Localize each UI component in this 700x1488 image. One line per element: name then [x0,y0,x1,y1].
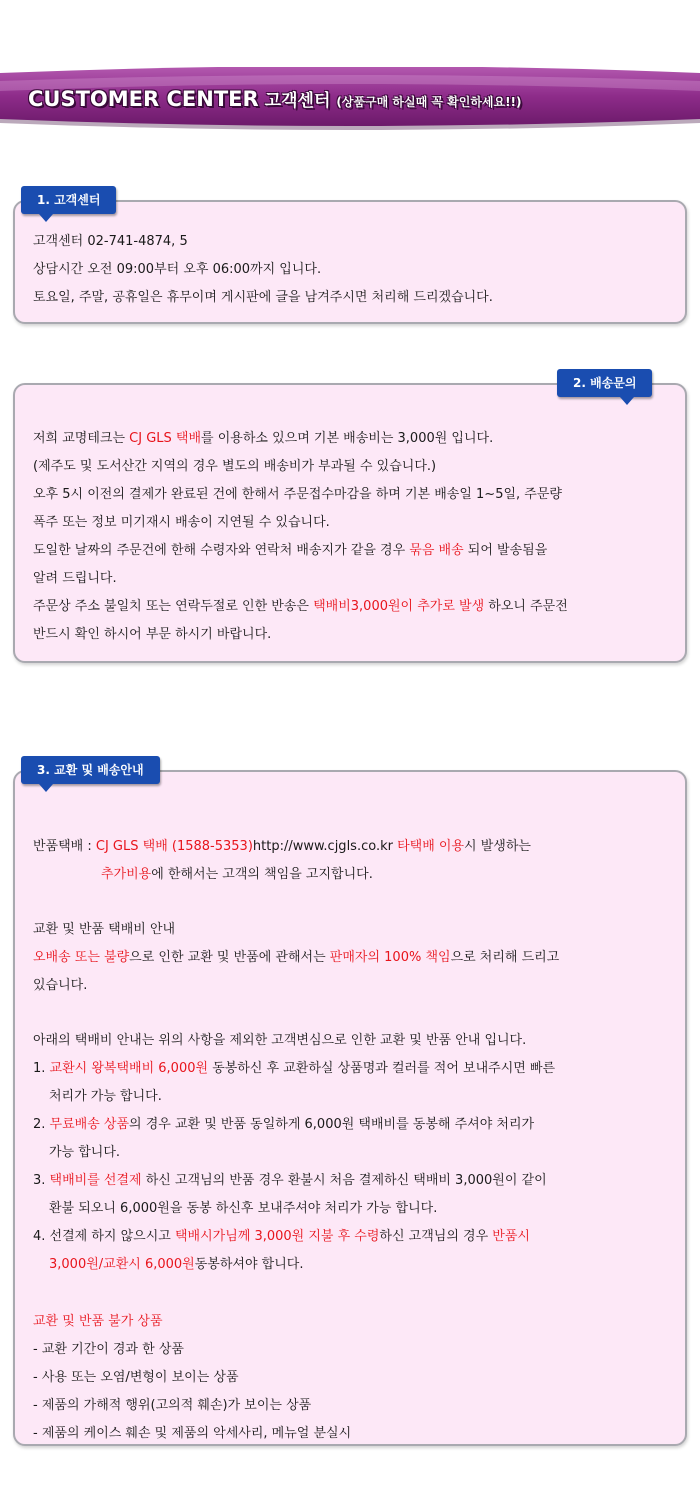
list-item-2-cont: 가능 합니다. [49,1145,121,1160]
extra-cost: 추가비용 [101,867,152,882]
fee-guide-title: 교환 및 반품 택배비 안내 [33,922,176,937]
text: 으로 인한 교환 및 반품에 관해서는 [129,950,330,965]
text: 하신 고객님의 경우 [379,1229,493,1244]
list-item-3 [33,1171,547,1191]
shipping-line-7 [33,597,568,617]
text: 2. [33,1117,50,1132]
round-trip-fee: 교환시 왕복택배비 6,000원 [49,1061,209,1076]
holiday-line: 토요일, 주말, 공휴일은 휴무이며 게시판에 글을 남겨주시면 처리해 드리겠습니다. [33,290,493,305]
section-tag-customer-center: 1. 고객센터 [21,186,116,214]
return-courier-line-2 [33,865,373,885]
change-of-mind-intro: 아래의 택배비 안내는 위의 사항을 제외한 고객변심으로 인한 교환 및 반품 안내 입니다. [33,1033,527,1048]
courier-phone: CJ GLS 택배 (1588-5353) [95,839,253,854]
non-returnable-4: - 제품의 케이스 훼손 및 제품의 악세사리, 메뉴얼 분실시 [33,1426,352,1441]
wrong-defect: 오배송 또는 불량 [33,950,130,965]
customer-center-banner [0,67,700,131]
text: 에 한해서는 고객의 책임을 고지합니다. [151,867,373,882]
list-item-3-cont: 환불 되오니 6,000원을 동봉 하신후 보내주셔야 처리가 가능 합니다. [49,1201,438,1216]
section-tag-shipping-inquiry: 2. 배송문의 [557,369,652,397]
text: 반품택배 : [33,839,96,854]
non-returnable-3: - 제품의 가해적 행위(고의적 훼손)가 보이는 상품 [33,1398,312,1413]
text: 저희 교명테크는 [33,431,130,446]
section-tag-exchange-shipping: 3. 교환 및 배송안내 [21,756,160,784]
banner-note: (상품구매 하실때 꼭 확인하세요!!) [336,95,522,109]
shipping-line-1 [33,429,493,449]
phone-line: 고객센터 02-741-4874, 5 [33,234,188,249]
shipping-inquiry-box [13,383,687,663]
text: 하신 고객님의 반품 경우 환불시 처음 결제하신 택배비 3,000원이 같이 [141,1173,547,1188]
cod-fee: 택배시가님께 3,000원 지불 후 수령 [174,1229,380,1244]
list-item-2 [33,1115,534,1135]
text: 를 이용하소 있으며 기본 배송비는 3,000원 입니다. [201,431,494,446]
fee-guide-line [33,948,559,968]
customer-center-box [13,200,687,324]
shipping-line-2: (제주도 및 도서산간 지역의 경우 별도의 배송비가 부과될 수 있습니다.) [33,459,437,474]
courier-url: http://www.cjgls.co.kr [252,839,398,854]
return-exchange-fee: 3,000원/교환시 6,000원 [49,1257,195,1272]
return-courier-line [33,837,531,857]
shipping-line-6: 알려 드립니다. [33,571,117,586]
text: 주문상 주소 불일치 또는 연락두절로 인한 반송은 [33,599,314,614]
banner-title-en: CUSTOMER CENTER [28,87,259,111]
text: 동봉하셔야 합니다. [194,1257,304,1272]
list-item-1 [33,1059,555,1079]
text: 시 발생하는 [464,839,531,854]
shipping-line-4: 폭주 또는 정보 미기재시 배송이 지연될 수 있습니다. [33,515,330,530]
exchange-shipping-box [13,770,687,1446]
list-item-1-cont: 처리가 가능 합니다. [49,1089,162,1104]
extra-fee-notice: 택배비3,000원이 추가로 발생 [313,599,485,614]
shipping-line-5 [33,541,547,561]
other-courier: 타택배 이용 [397,839,465,854]
text: 의 경우 교환 및 반품 동일하게 6,000원 택배비를 동봉해 주셔야 처리가 [129,1117,535,1132]
list-item-4 [33,1227,530,1247]
text: 3. [33,1173,50,1188]
text: 되어 발송됨을 [463,543,548,558]
banner-title [28,83,522,115]
courier-name: CJ GLS 택배 [129,431,202,446]
banner-title-ko: 고객센터 [264,91,331,111]
list-item-4-cont [33,1255,303,1275]
text: 하오니 주문전 [484,599,568,614]
text: 1. [33,1061,50,1076]
fee-guide-line-2: 있습니다. [33,978,88,993]
bundle-shipping: 묶음 배송 [409,543,464,558]
text: 동봉하신 후 교환하실 상품명과 컬러를 적어 보내주시면 빠른 [208,1061,556,1076]
non-returnable-1: - 교환 기간이 경과 한 상품 [33,1342,184,1357]
prepaid-fee: 택배비를 선결제 [49,1173,142,1188]
seller-responsibility: 판매자의 100% 책임 [329,950,451,965]
text: 으로 처리해 드리고 [450,950,560,965]
shipping-line-8: 반드시 확인 하시어 부문 하시기 바랍니다. [33,627,272,642]
free-shipping-product: 무료배송 상품 [49,1117,130,1132]
text: 도일한 날짜의 주문건에 한해 수령자와 연락처 배송지가 같을 경우 [33,543,410,558]
hours-line: 상담시간 오전 09:00부터 오후 06:00까지 입니다. [33,262,322,277]
non-returnable-2: - 사용 또는 오염/변형이 보이는 상품 [33,1370,239,1385]
text: 4. 선결제 하지 않으시고 [33,1229,175,1244]
return-fee: 반품시 [492,1229,530,1244]
shipping-line-3: 오후 5시 이전의 결제가 완료된 건에 한해서 주문접수마감을 하며 기본 배송일 1~5일, 주문량 [33,487,562,502]
non-returnable-title: 교환 및 반품 불가 상품 [33,1314,163,1329]
